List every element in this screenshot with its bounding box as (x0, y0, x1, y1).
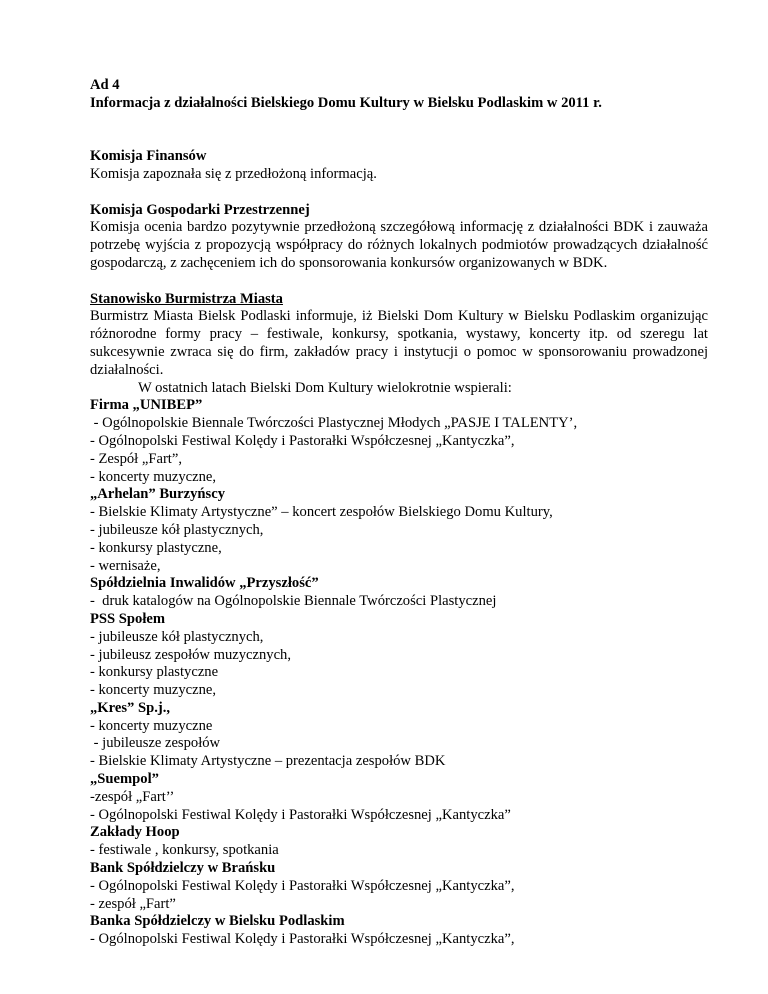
list-item: - Ogólnopolski Festiwal Kolędy i Pastorałki Współczesnej „Kantyczka”, (90, 432, 515, 449)
sponsor-block (90, 913, 708, 949)
sponsor-list (90, 397, 708, 949)
document-title: Informacja z działalności Bielskiego Domu Kultury w Bielsku Podlaskim w 2011 r. (90, 94, 602, 111)
sponsor-name: Bank Spółdzielczy w Brańsku (90, 860, 276, 877)
list-item: - Bielskie Klimaty Artystyczne – prezentacja zespołów BDK (90, 753, 446, 770)
list-item: - zespół „Fart” (90, 895, 176, 912)
sponsor-block (90, 700, 708, 771)
finanse-text: Komisja zapoznała się z przedłożoną informacją. (90, 165, 377, 182)
sponsor-block (90, 611, 708, 700)
sponsor-name: „Suempol” (90, 771, 159, 788)
sponsor-name: PSS Społem (90, 610, 166, 627)
list-item: - jubileusze zespołów (90, 735, 221, 752)
list-item: - Ogólnopolski Festiwal Kolędy i Pastorałki Współczesnej „Kantyczka”, (90, 931, 515, 948)
gospodarka-heading: Komisja Gospodarki Przestrzennej (90, 201, 310, 218)
list-item: - koncerty muzyczne, (90, 682, 217, 699)
spacer (90, 184, 708, 202)
list-item: - koncerty muzyczne, (90, 468, 217, 485)
burmistrz-heading: Stanowisko Burmistrza Miasta (90, 290, 283, 307)
sponsor-block (90, 771, 708, 824)
agenda-number: Ad 4 (90, 77, 120, 93)
sponsor-name: Zakłady Hoop (90, 824, 180, 841)
list-item: - koncerty muzyczne (90, 717, 213, 734)
list-item: - wernisaże, (90, 557, 161, 574)
sponsor-block (90, 860, 708, 913)
sponsor-name: Firma „UNIBEP” (90, 397, 203, 414)
list-item: - konkursy plastyczne (90, 664, 219, 681)
sponsor-name: „Kres” Sp.j., (90, 699, 171, 716)
sponsor-name: Banka Spółdzielczy w Bielsku Podlaskim (90, 913, 345, 930)
list-item: - konkursy plastyczne, (90, 539, 222, 556)
list-item: - jubileusz zespołów muzycznych, (90, 646, 292, 663)
burmistrz-text: Burmistrz Miasta Bielsk Podlaski informuje, iż Bielski Dom Kultury w Bielsku Podlaskim organizując różnorodne formy pracy – festiwale, konkursy, spotkania, wystawy, koncerty itp. od szeregu lat sukcesywnie zwraca się do firm, zakładów pracy i instytucji o pomoc w sponsorowaniu prowadzonej działalności. (90, 308, 708, 378)
list-item: - jubileusze kół plastycznych, (90, 521, 264, 538)
list-item: - Zespół „Fart”, (90, 450, 182, 467)
list-item: - druk katalogów na Ogólnopolskie Biennale Twórczości Plastycznej (90, 593, 497, 610)
sponsor-block (90, 824, 708, 860)
spacer (90, 273, 708, 291)
finanse-heading: Komisja Finansów (90, 148, 207, 165)
list-item: -zespół „Fart’’ (90, 788, 175, 805)
gospodarka-text: Komisja ocenia bardzo pozytywnie przedłożoną szczegółową informację z działalności BDK i zauważa potrzebę wyjścia z propozycją współpracy do różnych lokalnych podmiotów prowadzących działalność gospodarczą, z zachęceniem ich do sponsorowania konkursów organizowanych w BDK. (90, 219, 708, 271)
list-item: - festiwale , konkursy, spotkania (90, 842, 279, 859)
sponsor-name: Spółdzielnia Inwalidów „Przyszłość” (90, 575, 319, 592)
spacer (90, 113, 708, 149)
list-item: - jubileusze kół plastycznych, (90, 628, 264, 645)
sponsor-block (90, 397, 708, 486)
list-item: - Ogólnopolski Festiwal Kolędy i Pastorałki Współczesnej „Kantyczka”, (90, 877, 515, 894)
burmistrz-intro: W ostatnich latach Bielski Dom Kultury wielokrotnie wspierali: (138, 379, 512, 396)
sponsor-name: „Arhelan” Burzyńscy (90, 486, 225, 503)
sponsor-block (90, 486, 708, 575)
list-item: - Ogólnopolskie Biennale Twórczości Plastycznej Młodych „PASJE I TALENTY’, (90, 415, 578, 432)
list-item: - Ogólnopolski Festiwal Kolędy i Pastorałki Współczesnej „Kantyczka” (90, 806, 511, 823)
sponsor-block (90, 575, 708, 611)
list-item: - Bielskie Klimaty Artystyczne” – koncert zespołów Bielskiego Domu Kultury, (90, 504, 553, 521)
